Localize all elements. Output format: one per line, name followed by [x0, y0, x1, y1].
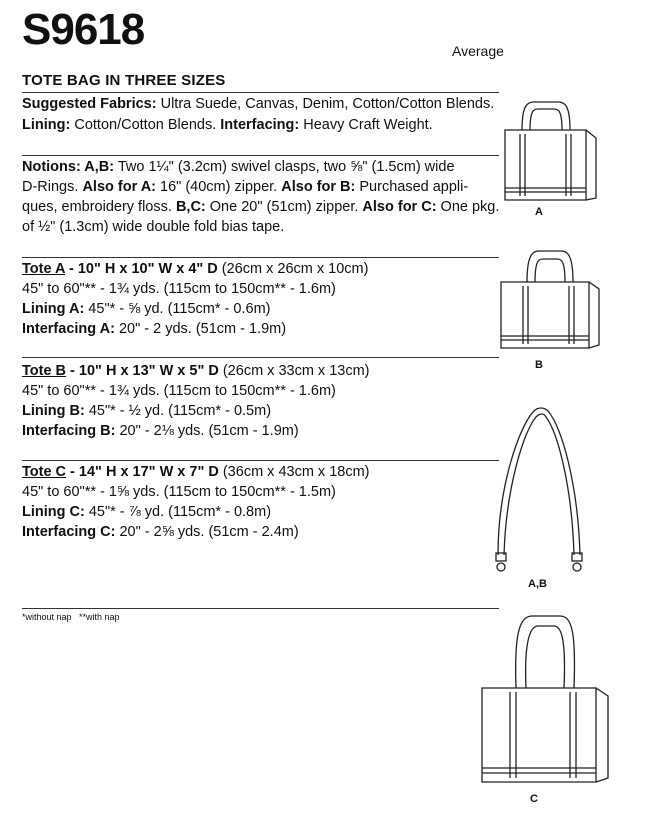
notions-label: Also for A: — [82, 179, 157, 195]
tote-a-heading — [22, 259, 368, 279]
tote-a-interfacing-value: 20" - 2 yds. (51cm - 1.9m) — [114, 321, 287, 337]
tote-c-heading — [22, 462, 370, 482]
tote-c-illustration — [476, 612, 616, 788]
tote-a-illustration — [500, 100, 600, 204]
tote-a-dims-metric: (26cm x 26cm x 10cm) — [217, 261, 369, 277]
divider — [22, 357, 499, 358]
tote-b-interfacing-label: Interfacing B: — [22, 423, 116, 439]
tote-b-name: Tote B — [22, 363, 67, 379]
tote-c-lining-label: Lining C: — [22, 504, 85, 520]
tote-a-fabric: 45" to 60"** - 1¾ yds. (115cm to 150cm** - 1.6m) — [22, 281, 336, 297]
lining-value: Cotton/Cotton Blends. — [70, 117, 221, 133]
pattern-number: S9618 — [22, 5, 145, 54]
tote-a-name: Tote A — [22, 261, 65, 277]
tote-c-interfacing — [22, 522, 299, 542]
divider — [22, 257, 499, 258]
notions-label: B,C: — [175, 199, 206, 215]
tote-a-interfacing-label: Interfacing A: — [22, 321, 115, 337]
strap-illustration — [490, 405, 590, 575]
divider — [22, 92, 499, 93]
tote-b-lining-label: Lining B: — [22, 403, 85, 419]
notions-text: One 20" (51cm) zipper. — [205, 199, 363, 215]
tote-a-lining-value: 45"* - ⅝ yd. (115cm* - 0.6m) — [84, 301, 271, 317]
strap-label: A,B — [528, 578, 547, 590]
notions-label: Also for B: — [281, 179, 356, 195]
tote-a-lining — [22, 299, 270, 319]
tote-a-lining-label: Lining A: — [22, 301, 85, 317]
notions-text: One pkg. — [436, 199, 500, 215]
tote-b-lining-value: 45"* - ½ yd. (115cm* - 0.5m) — [84, 403, 272, 419]
tote-c-lining — [22, 502, 271, 522]
notions-label: Notions: A,B: — [22, 159, 115, 175]
tote-b-dims-metric: (26cm x 33cm x 13cm) — [218, 363, 370, 379]
tote-c-name: Tote C — [22, 464, 67, 480]
difficulty-level: Average — [452, 43, 504, 59]
notions-text: Purchased appli- — [355, 179, 469, 195]
footnote: *without nap **with nap — [22, 612, 120, 622]
tote-b-illustration — [497, 248, 601, 352]
tote-b-interfacing-value: 20" - 2⅛ yds. (51cm - 1.9m) — [115, 423, 299, 439]
tote-c-interfacing-label: Interfacing C: — [22, 524, 116, 540]
divider — [22, 155, 499, 156]
interfacing-label: Interfacing: — [220, 117, 300, 133]
tote-c-dims: - 14" H x 17" W x 7" D — [66, 464, 219, 480]
suggested-fabrics-label: Suggested Fabrics: — [22, 96, 157, 112]
tote-c-fabric: 45" to 60"** - 1⅝ yds. (115cm to 150cm** - 1.5m) — [22, 484, 336, 500]
notions-line-4 — [22, 217, 284, 237]
notions-label: Also for C: — [362, 199, 437, 215]
suggested-fabrics — [22, 94, 494, 114]
notions-text: Two 1¼" (3.2cm) swivel clasps, two ⅝" (1.5cm) wide — [114, 159, 455, 175]
lining-interfacing — [22, 115, 433, 135]
notions-text: D-Rings. — [22, 179, 83, 195]
suggested-fabrics-value: Ultra Suede, Canvas, Denim, Cotton/Cotton Blends. — [156, 96, 495, 112]
tote-c-interfacing-value: 20" - 2⅝ yds. (51cm - 2.4m) — [115, 524, 299, 540]
tote-a-interfacing — [22, 319, 286, 339]
tote-b-interfacing — [22, 421, 299, 441]
tote-a-dims: - 10" H x 10" W x 4" D — [64, 261, 218, 277]
divider — [22, 608, 499, 609]
notions-text: ques, embroidery floss. — [22, 199, 176, 215]
notions-line-3 — [22, 197, 499, 217]
notions-text: 16" (40cm) zipper. — [156, 179, 282, 195]
tote-b-fabric: 45" to 60"** - 1¾ yds. (115cm to 150cm** - 1.6m) — [22, 383, 336, 399]
divider — [22, 460, 499, 461]
tote-b-heading — [22, 361, 370, 381]
tote-a-label: A — [535, 206, 543, 218]
tote-b-lining — [22, 401, 271, 421]
interfacing-value: Heavy Craft Weight. — [299, 117, 433, 133]
notions-line-1 — [22, 157, 455, 177]
notions-text: of ½" (1.3cm) wide double fold bias tape. — [22, 219, 285, 235]
pattern-subtitle: TOTE BAG IN THREE SIZES — [22, 72, 226, 89]
lining-label: Lining: — [22, 117, 71, 133]
tote-b-label: B — [535, 359, 543, 371]
tote-c-label: C — [530, 793, 538, 805]
notions-line-2 — [22, 177, 468, 197]
tote-c-dims-metric: (36cm x 43cm x 18cm) — [218, 464, 370, 480]
tote-b-dims: - 10" H x 13" W x 5" D — [66, 363, 219, 379]
tote-c-lining-value: 45"* - ⅞ yd. (115cm* - 0.8m) — [84, 504, 272, 520]
